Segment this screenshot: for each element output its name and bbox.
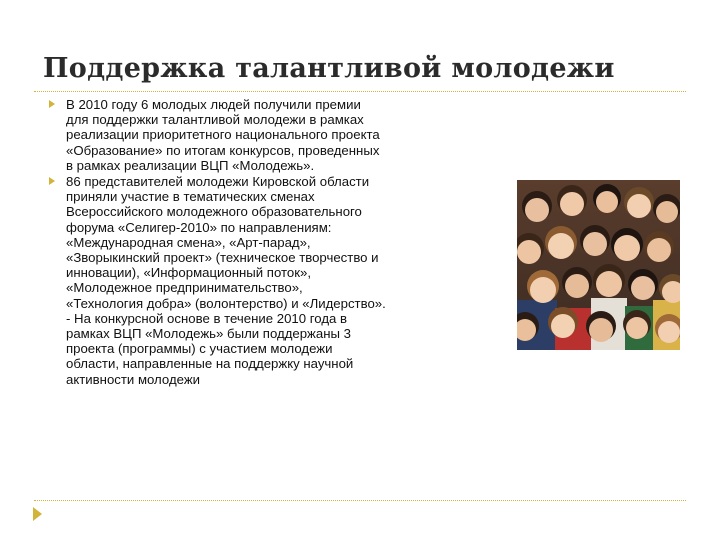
- bullet-arrow-icon: [49, 177, 55, 185]
- group-photo-icon: [517, 180, 680, 350]
- corner-arrow-icon: [33, 507, 42, 521]
- bullet-arrow-icon: [49, 100, 55, 108]
- bullet-list: [46, 97, 476, 387]
- slide-title: Поддержка талантливой молодежи: [43, 53, 615, 84]
- footer-divider: [34, 500, 686, 501]
- bullet-text: В 2010 году 6 молодых людей получили премии для поддержки талантливой молодежи в рамках реализации приоритетного национального проекта «Образование» по итогам конкурсов, проведенных в рамках реализации ВЦП «Молодежь».: [66, 97, 380, 173]
- bullet-item: [46, 97, 476, 173]
- bullet-item: [46, 174, 476, 387]
- bullet-text: 86 представителей молодежи Кировской области приняли участие в тематических сменах Всероссийского молодежного образовательного форума «Селигер-2010» по направлениям: «Международная смена», «Арт-парад», «Зворыкинский проект» (техническое творчество и инновации), «Информационный поток», «Молодежное предпринимательство», «Технология добра» (волонтерство) и «Лидерство». - На конкурсной основе в течение 2010 года в рамках ВЦП «Молодежь» были поддержаны 3 проекта (программы) с участием молодежи области, направленные на поддержку научной активности молодежи: [66, 174, 386, 387]
- title-divider: [34, 91, 686, 92]
